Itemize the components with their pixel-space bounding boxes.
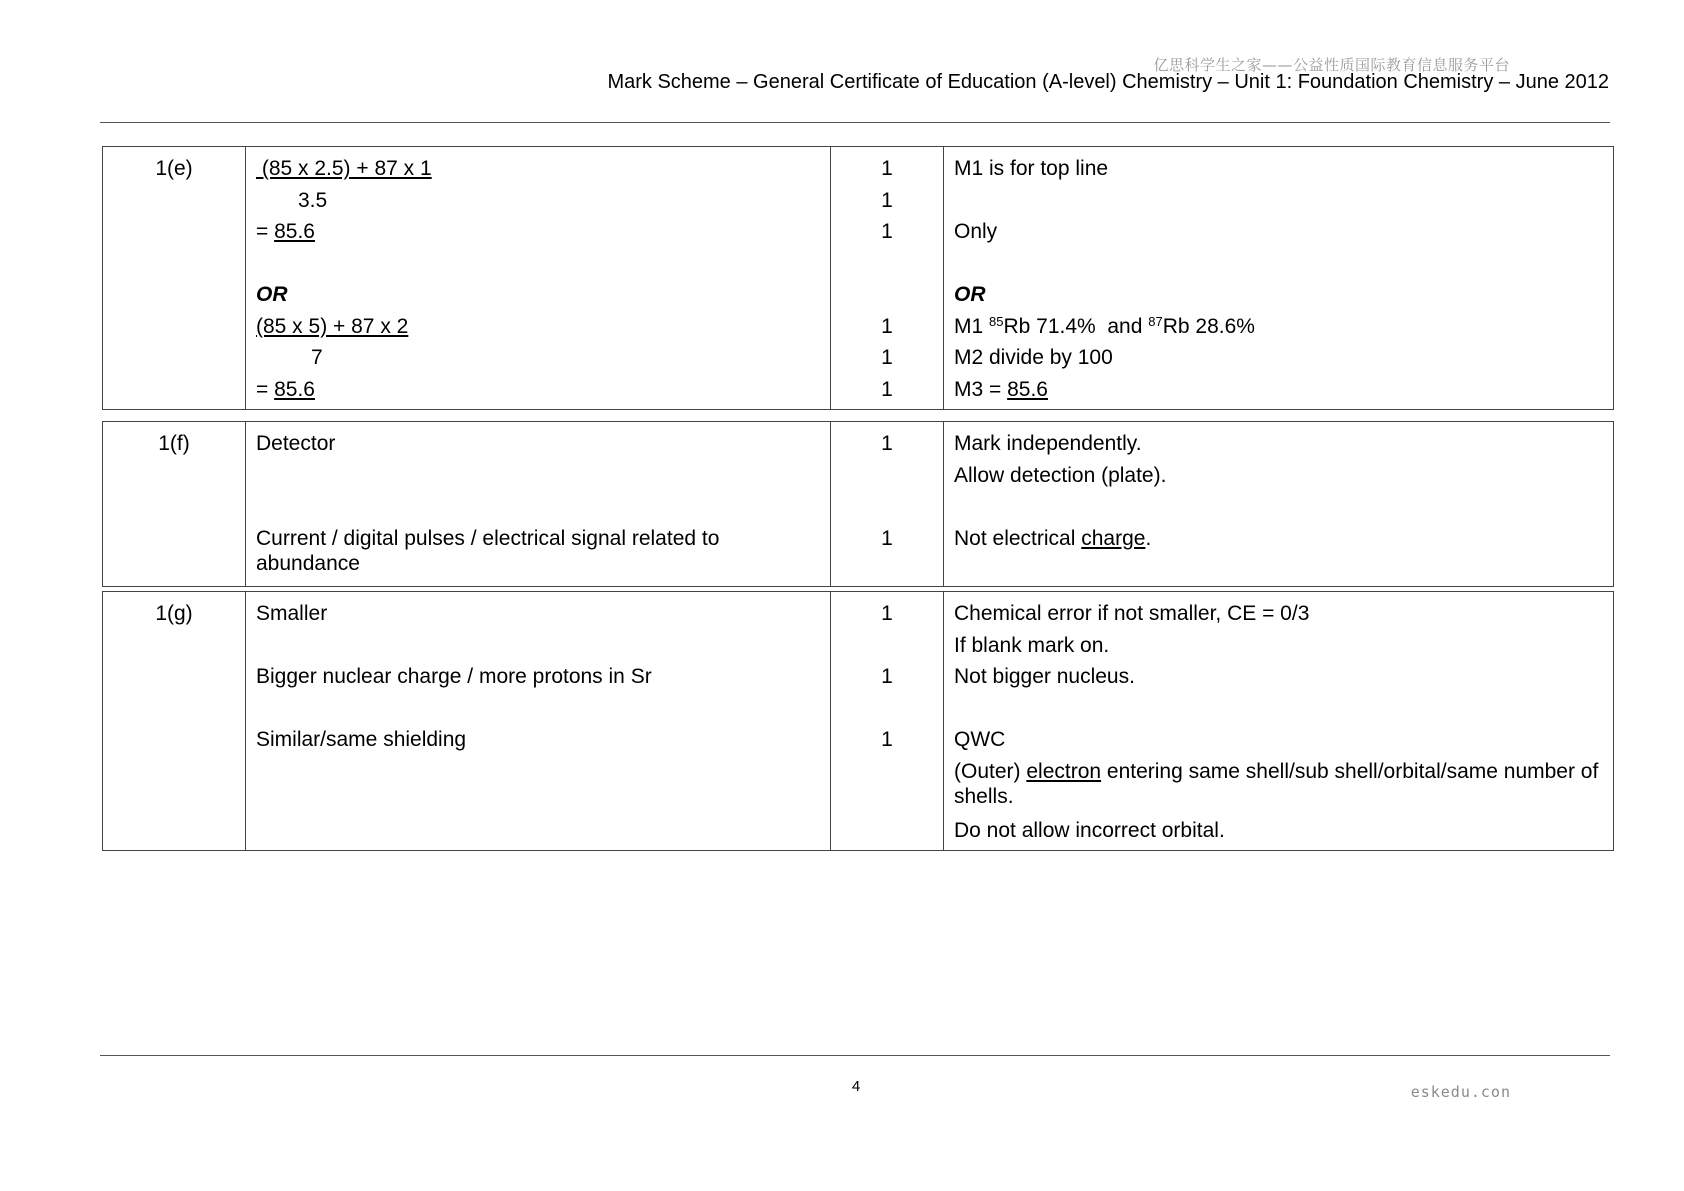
comments-cell: Chemical error if not smaller, CE = 0/3 If blank mark on. Not bigger nucleus. QWC (Outer) electron entering same shell/sub shell/orbital/same number of shells. Do not allow incorrect orbital.: [944, 592, 1614, 851]
comments-cell: Mark independently. Allow detection (plate). Not electrical charge.: [944, 422, 1614, 587]
answer-value: 85.6: [274, 220, 315, 243]
answer-cell: Detector Current / digital pulses / electrical signal related to abundance: [246, 422, 831, 587]
mark-table-1e: [102, 146, 1614, 410]
or-label: OR: [256, 283, 288, 306]
isotope-percentages: M1 $^{85}$Rb 71.4% and $^{87}$Rb 28.6%: [954, 313, 1255, 338]
marks-cell: 1 1 1 1 1 1: [831, 147, 944, 410]
table-row: [103, 592, 1614, 851]
marks-cell: 1 1: [831, 422, 944, 587]
footer-watermark: eskedu.con: [1410, 1083, 1511, 1101]
page-header-title: Mark Scheme – General Certificate of Education (A-level) Chemistry – Unit 1: Foundation Chemistry – June 2012: [607, 71, 1609, 93]
marks-cell: 1 1 1: [831, 592, 944, 851]
question-number: 1(e): [103, 147, 246, 410]
question-number: 1(g): [103, 592, 246, 851]
question-number: 1(f): [103, 422, 246, 587]
answer-value: 85.6: [274, 377, 315, 401]
fraction-numerator: (85 x 2.5) + 87 x 1: [256, 157, 432, 180]
header-rule: [100, 122, 1610, 123]
footer-rule: [100, 1055, 1610, 1056]
answer-cell: Smaller Bigger nuclear charge / more protons in Sr Similar/same shielding: [246, 592, 831, 851]
table-row: [103, 422, 1614, 587]
fraction-denominator: 7: [311, 346, 323, 369]
comments-cell: M1 is for top line Only OR M1 $^{85}$Rb 71.4% and $^{87}$Rb 28.6% M2 divide by 100 M3 = 85.6: [944, 147, 1614, 410]
header-watermark: 亿思科学生之家——公益性质国际教育信息服务平台: [1153, 56, 1510, 74]
fraction-denominator: 3.5: [298, 188, 328, 212]
or-label: OR: [954, 283, 986, 306]
table-row: [103, 147, 1614, 410]
answer-cell: (85 x 2.5) + 87 x 1 3.5 = 85.6 OR (85 x 5) + 87 x 2 7 = 85.6: [246, 147, 831, 410]
mark-table-1f: [102, 421, 1614, 587]
fraction-numerator: (85 x 5) + 87 x 2: [256, 314, 409, 338]
mark-table-1g: [102, 591, 1614, 851]
page-number: 4: [851, 1078, 861, 1095]
